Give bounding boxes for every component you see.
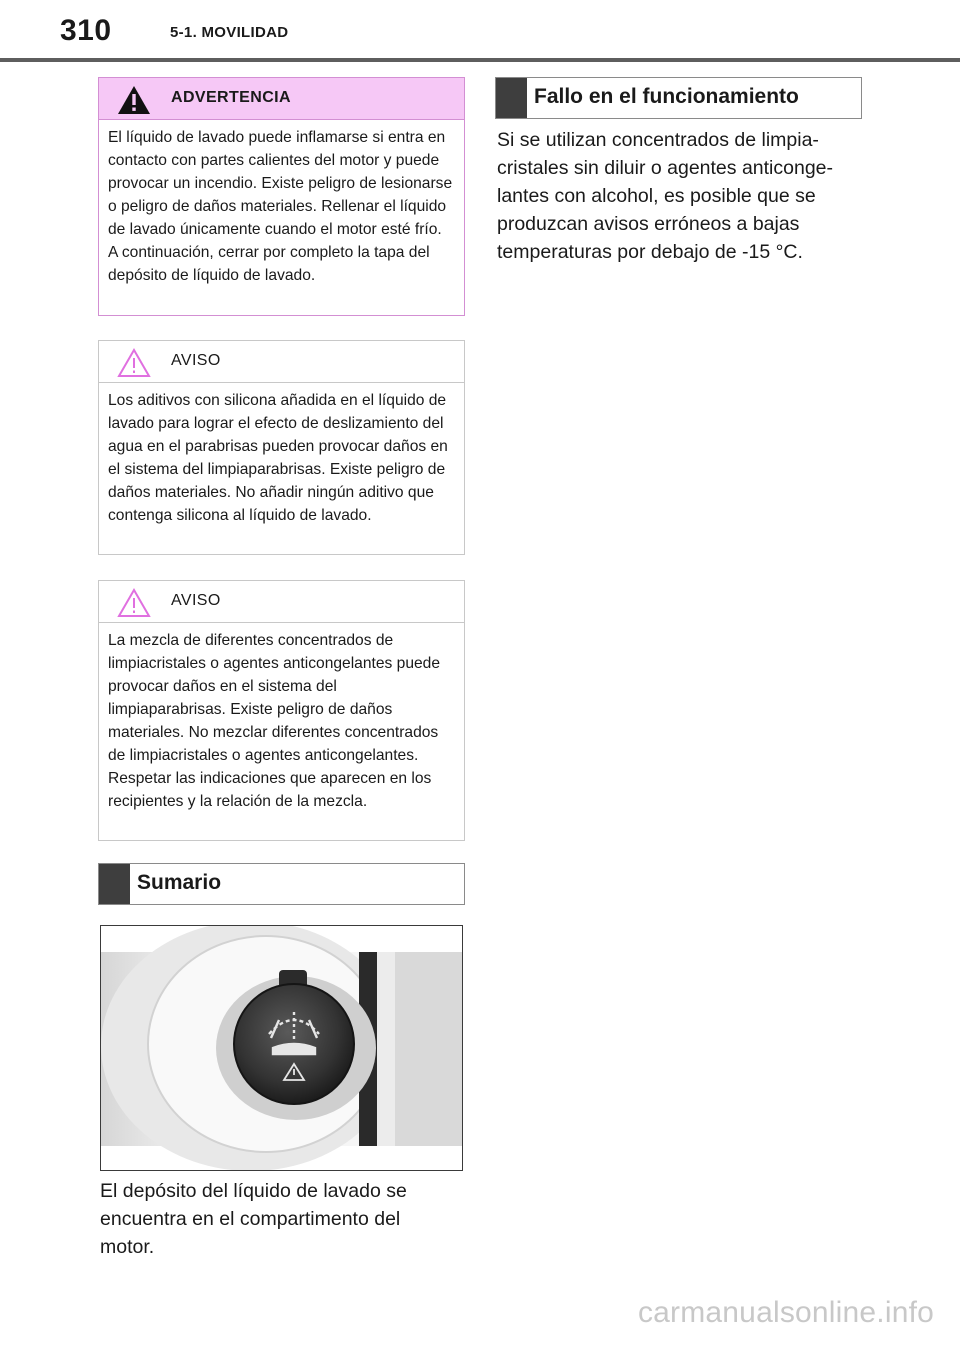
notice-1-text: Los aditivos con silicona añadida en el líquido de lavado para lograr el efecto de deslizamiento del agua en el parabrisas pueden provocar daños en el sistema del limpiaparabrisas. Existe peligro de daños materiales. No añadir ningún aditivo que contenga silicona al líquido de lavado. <box>108 392 448 524</box>
warning-box <box>98 77 465 316</box>
summary-caption: El depósito del líquido de lavado se encuentra en el compartimento del motor. <box>100 1180 407 1258</box>
notice-box-2 <box>98 580 465 841</box>
summary-heading <box>98 863 465 905</box>
page-number: 310 <box>60 14 112 47</box>
notice-triangle-icon <box>116 347 152 379</box>
notice-2-title: AVISO <box>171 592 221 609</box>
notice-2-text: La mezcla de diferentes concentrados de limpiacristales o agentes anticongelantes puede provocar daños en el sistema del limpiaparabrisas. Existe peligro de daños materiales. No mezclar diferentes concentrados de limpiacristales o agentes anticongelantes. Respetar las indicaciones que aparecen en los recipientes y la relación de la mezcla. <box>108 632 441 810</box>
washer-reservoir-illustration <box>101 926 463 1171</box>
warning-triangle-icon <box>116 84 152 116</box>
summary-heading-text: Sumario <box>137 871 222 894</box>
malfunction-heading-text: Fallo en el funcionamiento <box>534 85 799 108</box>
heading-bar <box>99 864 130 904</box>
malfunction-text: Si se utilizan concentrados de limpiacristales sin diluir o agentes anticongelantes con alcohol, es posible que se produzcan avisos erróneos a bajas temperaturas por debajo de -15 °C. <box>497 129 834 263</box>
notice-box-1-header <box>99 341 464 383</box>
warning-title: ADVERTENCIA <box>171 89 291 106</box>
warning-text: El líquido de lavado puede inflamarse si entra en contacto con partes calientes del motor y puede provocar un incendio. Existe peligro de lesionarse o peligro de daños materiales. Rellenar el líquido de lavado únicamente cuando el motor esté frío. A continuación, cerrar por completo la tapa del depósito de líquido de lavado. <box>108 129 453 284</box>
notice-box-1 <box>98 340 465 555</box>
notice-1-title: AVISO <box>171 352 221 369</box>
malfunction-heading <box>495 77 862 119</box>
chapter-title: 5-1. MOVILIDAD <box>170 24 289 41</box>
notice-box-2-header <box>99 581 464 623</box>
watermark: carmanualsonline.info <box>637 1296 934 1329</box>
header-rule <box>0 58 960 62</box>
warning-box-header <box>99 78 464 120</box>
heading-bar <box>496 78 527 118</box>
notice-triangle-icon <box>116 587 152 619</box>
washer-reservoir-figure <box>100 925 463 1171</box>
